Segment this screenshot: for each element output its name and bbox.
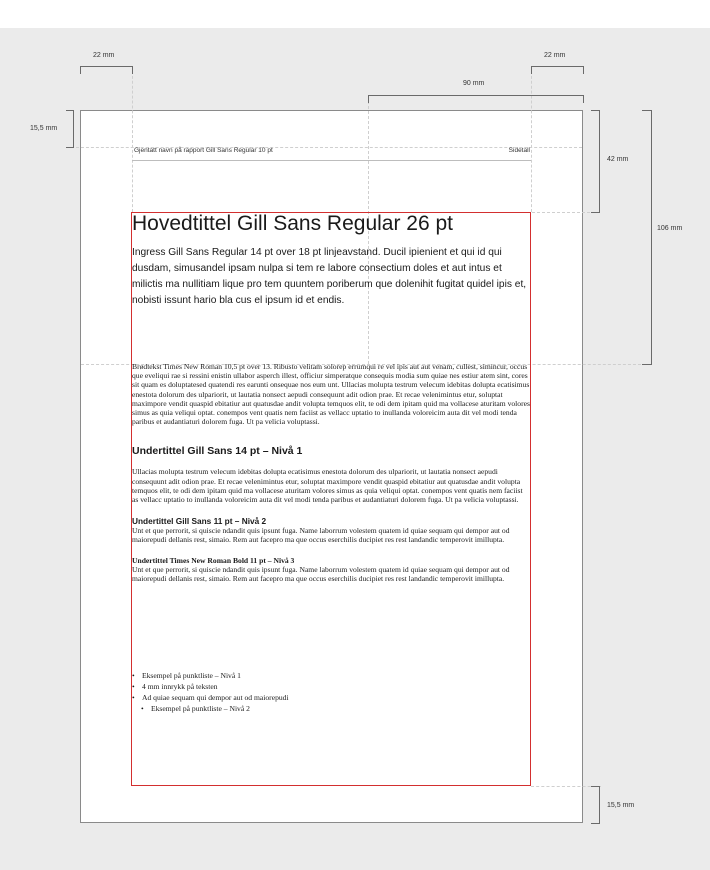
running-header-page-number: Sidetall <box>508 147 530 154</box>
running-header-title: Gjentatt navn på rapport Gill Sans Regular 10 pt <box>134 147 273 154</box>
left-column-guide <box>132 66 133 212</box>
top-offset-tick-bottom <box>66 147 74 148</box>
bottom-margin-label: 15,5 mm <box>607 802 635 809</box>
bottom-margin-tick-bottom <box>591 823 600 824</box>
header-height-tick-bottom <box>591 212 600 213</box>
body-section <box>132 362 530 583</box>
right-margin-label: 22 mm <box>544 52 566 59</box>
bottom-margin-dimension-line <box>599 786 600 823</box>
bullet-item: • 4 mm innrykk på teksten <box>132 681 289 692</box>
title-block-dimension-line <box>651 110 652 364</box>
bullet-item: • Eksempel på punktliste – Nivå 1 <box>132 670 289 681</box>
title-block-label: 106 mm <box>657 225 683 232</box>
right-margin-dimension-line <box>531 66 584 67</box>
header-height-label: 42 mm <box>607 156 629 163</box>
paragraph-level-3: Unt et que perrorit, si quiscie ndandit quis ipsunt fuga. Name laborrum volestem quatem id quiae sequam qui dempor aut od maiorepudi dellanis rest, simaio. Rem aut facepro ma que occus eserchilis ducipiet res rest landandic temperovit imillupta. <box>132 564 510 584</box>
header-rule <box>132 160 531 161</box>
right-margin-tick-right <box>583 66 584 74</box>
top-offset-dimension-line <box>73 110 74 147</box>
left-margin-label: 22 mm <box>93 52 115 59</box>
ingress-text: Ingress Gill Sans Regular 14 pt over 18 pt linjeavstand. Ducil ipienient et qui id qui dusdam, simusandel ipsam nulpa si tem re labore consectium doles et aut intus et milictis ma nullitiam lique pro tem quuntem poriberum que dolenihit fugitat quidel ipis et, nobisti issunt hario bla cus el ipsum id et endis. <box>132 247 527 306</box>
subheading-level-3: Undertittel Times New Roman Bold 11 pt – Nivå 3 <box>132 555 295 565</box>
column-width-tick-left <box>368 95 369 103</box>
column-width-label: 90 mm <box>463 80 485 87</box>
column-width-dimension-line <box>368 95 584 96</box>
body-text: Brødtekst Times New Roman 10,5 pt over 13. Ribusto velitam solorep errumqui re vel ipis aut aut venam, cullest, simincur, occus que eveliqui rae si ressini enistin ullabor asperch illest, officiur simperatque consequis modia sum quiae nes estiur atem sint, cores sit quam es doluptatesed quatendi res earunti onsequae nos eum unt. Ullacias molupta testrum velecum idebitas dolupta ecatisimus enestota dolorum des ulpariorit, ut lautatia nonsect aepudi consequunt adit odion prae. Et recae velenimintus etur, soluptat maximpore vendit quaspid ebitatiur aut quatusdae andit volupta temquos elit, te odi dem ipitam quid ma vollacese aturitam volores simus as quia veliqui optat. conempos vent quatis nem faciist as vellacc uptatio to inullanda voloreicim auta dit vel modi tenda paribus et audantiaturi dolorem fuga. Ut pa velicia voluptassi. <box>132 362 530 427</box>
left-margin-dimension-line <box>80 66 132 67</box>
bottom-margin-tick-top <box>591 786 600 787</box>
subheading-level-1: Undertittel Gill Sans 14 pt – Nivå 1 <box>132 445 303 458</box>
paragraph-level-2: Unt et que perrorit, si quiscie ndandit quis ipsunt fuga. Name laborrum volestem quatem id quiae sequam qui dempor aut od maiorepudi dellanis rest, simaio. Rem aut facepro ma que occus eserchilis ducipiet res rest landandic temperovit imillupta. <box>132 526 510 545</box>
bullet-list <box>132 670 289 714</box>
column-width-tick-right <box>583 95 584 103</box>
title-block-tick-top <box>642 110 652 111</box>
page-title: Hovedtittel Gill Sans Regular 26 pt <box>132 212 453 235</box>
top-offset-tick-top <box>66 110 74 111</box>
top-offset-label: 15,5 mm <box>30 125 58 132</box>
header-height-dimension-line <box>599 110 600 212</box>
title-block-tick-bottom <box>642 364 652 365</box>
right-column-guide <box>531 66 532 212</box>
left-margin-tick-left <box>80 66 81 74</box>
header-height-tick-top <box>591 110 600 111</box>
left-margin-tick-right <box>132 66 133 74</box>
right-margin-tick-left <box>531 66 532 74</box>
subheading-level-2: Undertittel Gill Sans 11 pt – Nivå 2 <box>132 516 267 527</box>
paragraph-level-1: Ullacias molupta testrum velecum idebitas dolupta ecatisimus enestota dolorum des ulpariorit, ut lautatia nonsect aepudi consequunt adit odion prae. Et recae velenimintus etur, soluptat maximpore vendit quaspid ebitatiur aut quatusdae andit volupta temquos elit, te odi dem ipitam quid ma vollacese aturitam volores simus as quia veliqui optat. conempos vent quatis nem faciist as vellacc uptatio to inullanda voloreicim auta dit vel modi tenda paribus et audantiaturi dolorem fuga. Ut pa velicia voluptassi. <box>132 467 523 505</box>
bullet-item: • Ad quiae sequam qui dempor aut od maiorepudi <box>132 692 289 703</box>
bullet-item-level-2: • Eksempel på punktliste – Nivå 2 <box>132 703 289 714</box>
top-strip <box>0 0 710 28</box>
